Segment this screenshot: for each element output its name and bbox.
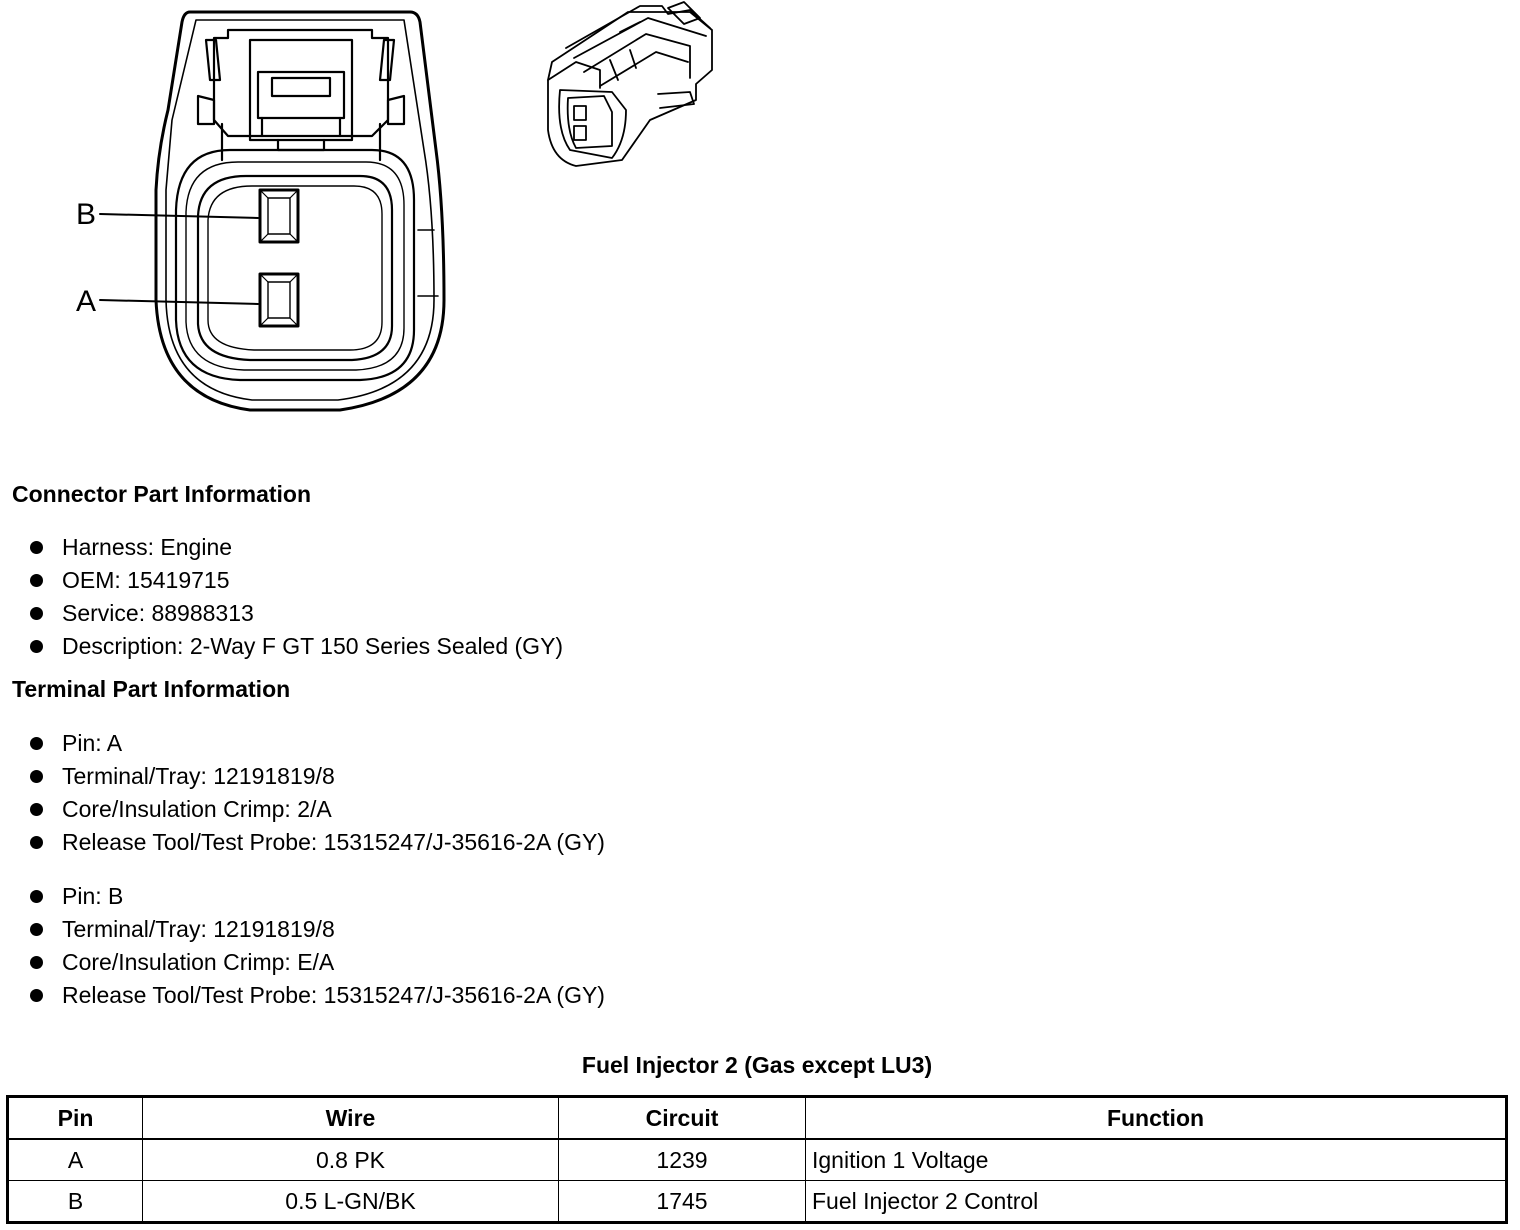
pin-b-label: B <box>76 198 97 231</box>
connector-face-view <box>100 12 444 410</box>
list-item: OEM: 15419715 <box>28 564 563 597</box>
column-header-function: Function <box>806 1097 1507 1140</box>
cell-pin: B <box>8 1181 143 1223</box>
table-row <box>8 1139 1507 1181</box>
connector-part-list <box>28 531 563 663</box>
connector-isometric-view <box>548 2 712 166</box>
cell-pin: A <box>8 1139 143 1181</box>
list-item: Description: 2-Way F GT 150 Series Sealed (GY) <box>28 630 563 663</box>
connector-diagram <box>0 0 760 430</box>
list-item: Service: 88988313 <box>28 597 563 630</box>
terminal-part-heading: Terminal Part Information <box>12 676 291 702</box>
terminal-part-pin-b-list <box>28 880 605 1012</box>
terminal-part-pin-a-list <box>28 727 605 859</box>
table-header-row <box>8 1097 1507 1140</box>
cell-wire: 0.5 L-GN/BK <box>143 1181 559 1223</box>
cell-function: Fuel Injector 2 Control <box>806 1181 1507 1223</box>
column-header-circuit: Circuit <box>559 1097 806 1140</box>
list-item: Pin: A <box>28 727 605 760</box>
pin-a-cavity <box>260 274 298 326</box>
cell-wire: 0.8 PK <box>143 1139 559 1181</box>
column-header-pin: Pin <box>8 1097 143 1140</box>
column-header-wire: Wire <box>143 1097 559 1140</box>
cell-circuit: 1239 <box>559 1139 806 1181</box>
connector-part-heading: Connector Part Information <box>12 481 312 507</box>
list-item: Core/Insulation Crimp: E/A <box>28 946 605 979</box>
list-item: Terminal/Tray: 12191819/8 <box>28 760 605 793</box>
cell-circuit: 1745 <box>559 1181 806 1223</box>
pin-a-label: A <box>76 285 97 318</box>
pinout-table <box>6 1095 1508 1224</box>
pin-b-cavity <box>260 190 298 242</box>
pin-a-leader-line <box>100 300 258 304</box>
list-item: Pin: B <box>28 880 605 913</box>
table-row <box>8 1181 1507 1223</box>
list-item: Release Tool/Test Probe: 15315247/J-35616-2A (GY) <box>28 979 605 1012</box>
list-item: Harness: Engine <box>28 531 563 564</box>
list-item: Core/Insulation Crimp: 2/A <box>28 793 605 826</box>
list-item: Release Tool/Test Probe: 15315247/J-35616-2A (GY) <box>28 826 605 859</box>
cell-function: Ignition 1 Voltage <box>806 1139 1507 1181</box>
list-item: Terminal/Tray: 12191819/8 <box>28 913 605 946</box>
pin-b-leader-line <box>100 214 258 218</box>
table-title: Fuel Injector 2 (Gas except LU3) <box>581 1052 933 1078</box>
